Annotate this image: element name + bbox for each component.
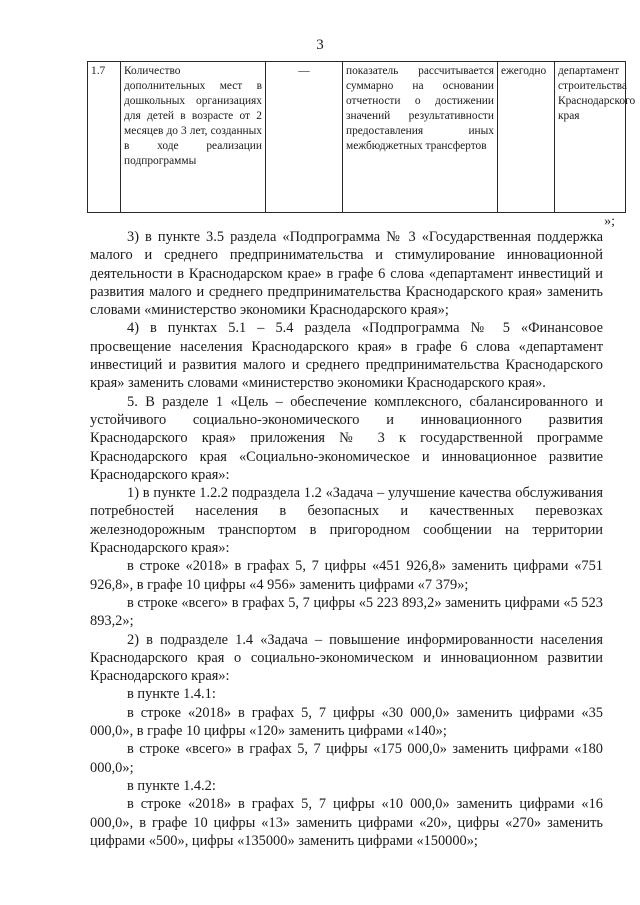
paragraph-row-total: в строке «всего» в графах 5, 7 цифры «175 000,0» заменить цифрами «180 000,0»;	[90, 741, 603, 776]
paragraph-subitem-2: 2) в подразделе 1.4 «Задача – повышение информированности населения Краснодарского края о социально-экономическом и инновационном развитии Краснодарского края»:	[90, 631, 603, 685]
periodicity-cell: ежегодно	[498, 62, 555, 213]
calculation-method-cell: показатель рассчитывается суммарно на основании отчетности о достижении значений результативности предоставления иных межбюджетных трансфертов	[343, 62, 498, 213]
paragraph-row-total: в строке «всего» в графах 5, 7 цифры «5 223 893,2» заменить цифрами «5 523 893,2»;	[90, 594, 603, 630]
table-row	[88, 62, 626, 213]
paragraph-item-3: 3) в пункте 3.5 раздела «Подпрограмма № 3 «Государственная поддержка малого и среднего предпринимательства и стимулирование инновационной деятельности в Краснодарском крае» в графе 6 слова «департамент инвестиций и развития малого и среднего предпринимательства Краснодарского края» заменить словами «министерство экономики Краснодарского края»;	[90, 229, 603, 319]
paragraph-point-1-4-2: в пункте 1.4.2:	[127, 777, 216, 794]
page-number: 3	[316, 37, 324, 53]
paragraph-point-1-4-1: в пункте 1.4.1:	[127, 686, 216, 703]
closing-quote: »;	[604, 214, 615, 229]
row-number-cell: 1.7	[88, 62, 121, 213]
indicator-name-cell: Количество дополнительных мест в дошкольных организациях для детей в возрасте от 2 месяцев до 3 лет, созданных в ходе реализации подпрограммы	[121, 62, 266, 213]
paragraph-subitem-1: 1) в пункте 1.2.2 подраздела 1.2 «Задача – улучшение качества обслуживания потребностей населения в безопасных и качественных перевозках железнодорожным транспортом в пригородном сообщении на территории Краснодарского края»:	[90, 485, 603, 557]
paragraph-item-4: 4) в пунктах 5.1 – 5.4 раздела «Подпрограмма № 5 «Финансовое просвещение населения Краснодарского края» в графе 6 слова «департамент инвестиций и развития малого и среднего предпринимательства Краснодарского края» заменить словами «министерство экономики Краснодарского края».	[90, 320, 603, 392]
document-body	[90, 228, 603, 850]
indicator-table	[87, 61, 636, 213]
unit-cell: —	[266, 62, 343, 213]
responsible-body-cell: департамент строительства Краснодарского края	[555, 62, 626, 213]
paragraph-section-5: 5. В разделе 1 «Цель – обеспечение комплексного, сбалансированного и устойчивого социально-экономического и инновационного развития Краснодарского края» приложения № 3 к государственной программе Краснодарского края «Социально-экономическое и инновационное развитие Краснодарского края»:	[90, 393, 603, 483]
paragraph-row-2018: в строке «2018» в графах 5, 7 цифры «10 000,0» заменить цифрами «16 000,0», в графе 10 цифры «13» заменить цифрами «20», цифры «270» заменить цифрами «500», цифры «135000» заменить цифрами «150000»;	[90, 796, 603, 849]
paragraph-row-2018: в строке «2018» в графах 5, 7 цифры «451 926,8» заменить цифрами «751 926,8», в графе 10 цифры «4 956» заменить цифрами «7 379»;	[90, 558, 603, 593]
paragraph-row-2018: в строке «2018» в графах 5, 7 цифры «30 000,0» заменить цифрами «35 000,0», в графе 10 цифры «120» заменить цифрами «140»;	[90, 704, 603, 740]
